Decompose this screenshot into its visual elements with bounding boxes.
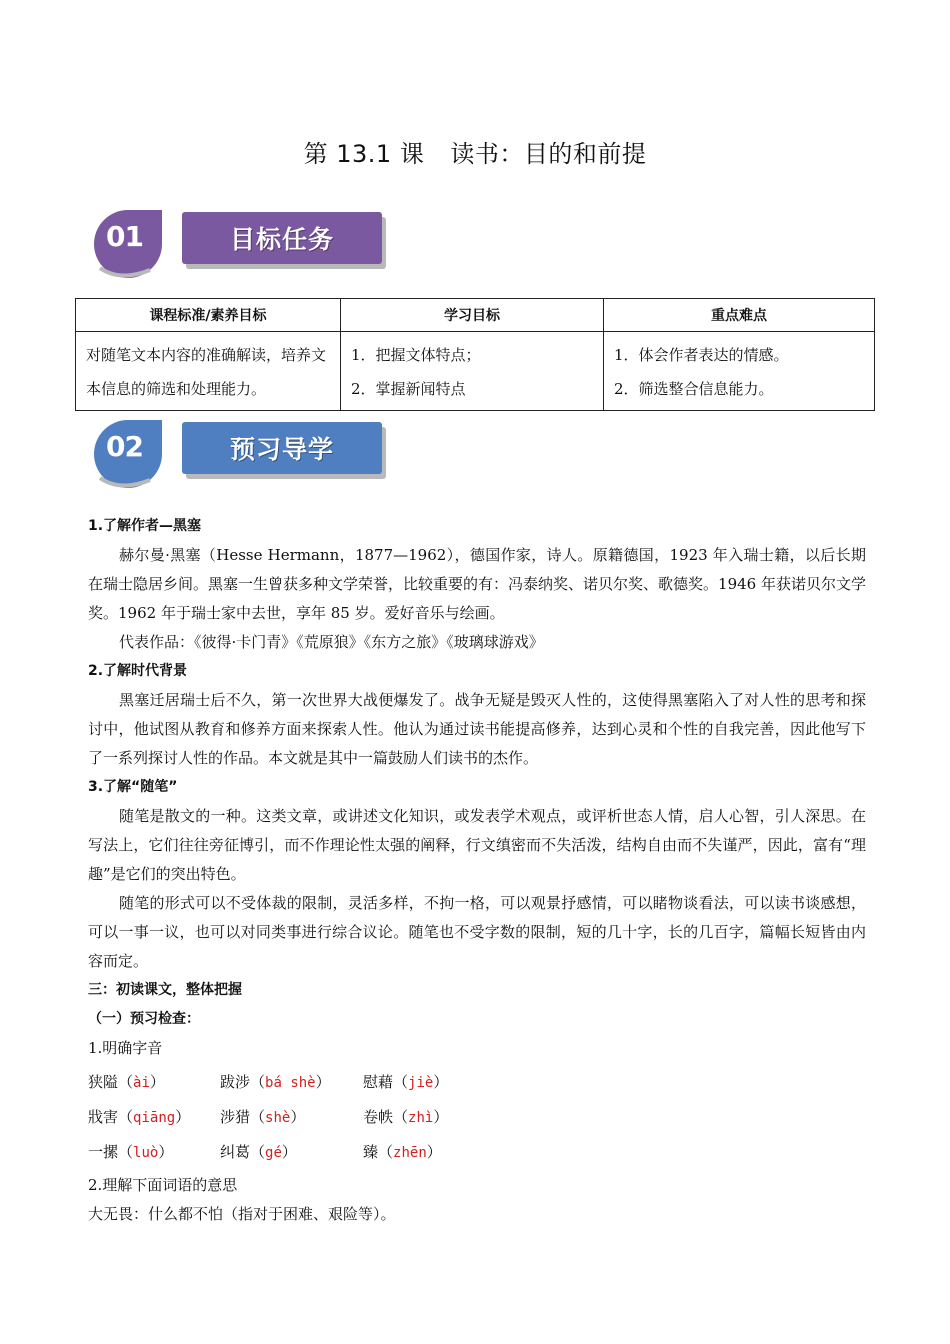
word: 纠葛: [220, 1143, 251, 1161]
pinyin-row: [88, 1133, 866, 1168]
table-row: [76, 332, 875, 411]
word-entry: 慰藉（jiè）: [363, 1073, 449, 1091]
background-paragraph: 黑塞迁居瑞士后不久，第一次世界大战便爆发了。战争无疑是毁灭人性的，这使得黑塞陷入了对人性的思考和探讨中，他试图从教育和修养方面来探索人性。他认为通过读书能提高修养，达到心灵和个性的自我完善，因此他写下了一系列探讨人性的作品。本文就是其中一篇鼓励人们读书的杰作。: [88, 691, 866, 767]
word: 涉猎: [220, 1108, 251, 1126]
word: 跋涉: [220, 1073, 251, 1091]
goals-table: [75, 298, 875, 411]
essay-paragraph: 随笔是散文的一种。这类文章，或讲述文化知识，或发表学术观点，或评析世态人情，启人心智，引人深思。在写法上，它们往往旁征博引，而不作理论性太强的阐释，行文缜密而不失活泼，结构自由而不失谨严，因此，富有“理趣”是它们的突出特色。: [88, 807, 866, 883]
pinyin: zhì: [408, 1110, 434, 1126]
pinyin-row: [88, 1098, 866, 1133]
page-title: [0, 134, 950, 169]
objective-item: 1．把握文体特点；: [351, 346, 481, 364]
section-banner-preview: [90, 418, 400, 498]
keypoint-item: 2．筛选整合信息能力。: [614, 380, 774, 398]
banner-label: 预习导学: [229, 435, 334, 464]
objective-item: 2．掌握新闻特点: [351, 380, 466, 398]
word-entry: 涉猎（shè）: [220, 1108, 306, 1126]
banner-bar: [182, 212, 382, 264]
badge-number: 02: [106, 430, 143, 463]
table-cell-standard: 对随笔文本内容的准确解读，培养文本信息的筛选和处理能力。: [76, 332, 341, 411]
word: 狭隘: [88, 1073, 119, 1091]
section-banner-goals: [90, 208, 400, 288]
banner-label: 目标任务: [229, 225, 334, 254]
word-entry: 跋涉（bá shè）: [220, 1073, 331, 1091]
section-heading: 1.了解作者—黑塞: [88, 518, 202, 534]
author-paragraph: 赫尔曼·黑塞（Hesse Hermann，1877—1962），德国作家，诗人。原籍德国，1923 年入瑞士籍，以后长期在瑞士隐居乡间。黑塞一生曾获多种文学荣誉，比较重要的有：冯泰纳奖、诺贝尔奖、歌德奖。1946 年获诺贝尔文学奖。1962 年于瑞士家中去世，享年 85 岁。爱好音乐与绘画。: [88, 546, 866, 622]
main-content: [88, 512, 866, 1229]
word: 戕害: [88, 1108, 119, 1126]
word: 慰藉: [363, 1073, 394, 1091]
exercise-item: 1.明确字音: [88, 1039, 163, 1057]
word-entry: 狭隘（ài）: [88, 1073, 165, 1091]
pinyin: jiè: [408, 1075, 434, 1091]
word: 卷帙: [363, 1108, 394, 1126]
word: 臻: [363, 1143, 379, 1161]
table-header: 学习目标: [341, 299, 604, 332]
word-entry: 戕害（qiāng）: [88, 1108, 191, 1126]
definition: 大无畏：什么都不怕（指对于困难、艰险等）。: [88, 1205, 396, 1223]
word: 一摞: [88, 1143, 119, 1161]
pinyin: gé: [265, 1145, 282, 1161]
lesson-number: 第 13.1 课: [303, 140, 425, 168]
word-entry: 一摞（luò）: [88, 1143, 174, 1161]
table-header: 课程标准/素养目标: [76, 299, 341, 332]
pinyin: zhēn: [393, 1145, 427, 1161]
banner-bar: [182, 422, 382, 474]
table-cell-objectives: [341, 332, 604, 411]
pinyin-row: [88, 1063, 866, 1098]
word-entry: 臻（zhēn）: [363, 1143, 442, 1161]
word-entry: 卷帙（zhì）: [363, 1108, 449, 1126]
section-heading: 2.了解时代背景: [88, 663, 188, 679]
pinyin: ài: [133, 1075, 150, 1091]
table-cell-keypoints: [604, 332, 875, 411]
word-entry: 纠葛（gé）: [220, 1143, 297, 1161]
section-heading: 3.了解“随笔”: [88, 779, 178, 795]
pinyin: shè: [265, 1110, 291, 1126]
essay-paragraph: 随笔的形式可以不受体裁的限制，灵活多样，不拘一格，可以观景抒感情，可以睹物谈看法，可以读书谈感想，可以一事一议，也可以对同类事进行综合议论。随笔也不受字数的限制，短的几十字，长的几百字，篇幅长短皆由内容而定。: [88, 894, 866, 970]
table-header-row: [76, 299, 875, 332]
lesson-topic: 读书：目的和前提: [450, 140, 647, 168]
table-header: 重点难点: [604, 299, 875, 332]
pinyin: luò: [133, 1145, 159, 1161]
works-paragraph: 代表作品：《彼得·卡门青》《荒原狼》《东方之旅》《玻璃球游戏》: [119, 633, 544, 651]
section-heading: 三：初读课文，整体把握: [88, 982, 242, 998]
pinyin: bá shè: [265, 1075, 316, 1091]
keypoint-item: 1．体会作者表达的情感。: [614, 346, 789, 364]
subsection-heading: （一）预习检查：: [88, 1011, 200, 1027]
pinyin: qiāng: [133, 1110, 176, 1126]
exercise-item: 2.理解下面词语的意思: [88, 1176, 238, 1194]
badge-number: 01: [106, 220, 143, 253]
